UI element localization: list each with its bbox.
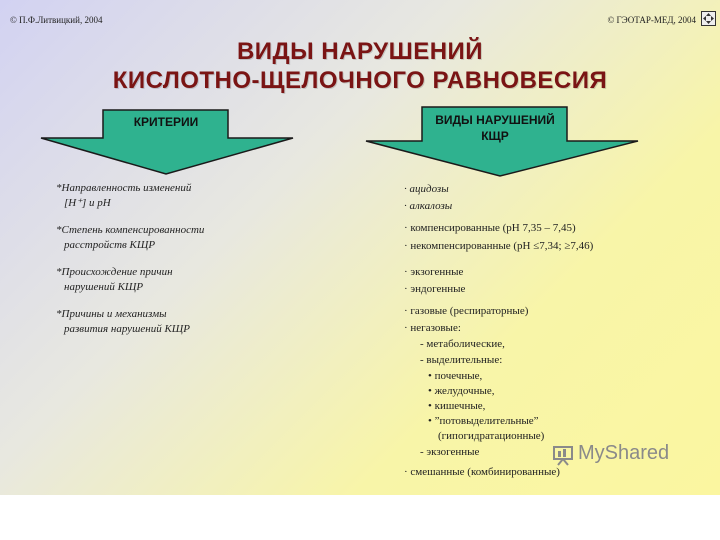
watermark [552,442,702,468]
copyright-right: © ГЭОТАР-МЕД, 2004 [607,15,696,25]
type-compensated: · компенсированные (pH 7,35 – 7,45) [404,222,576,234]
type-non-gas: · негазовые: [404,322,461,334]
type-intestinal: • кишечные, [428,400,486,412]
type-hypohydration: (гипогидратационные) [438,430,545,442]
type-decompensated: · некомпенсированные (pH ≤7,34; ≥7,46) [404,240,594,252]
criterion-item: *Причины и механизмы развития нарушений КЩР [56,308,190,335]
criterion-item: *Степень компенсированности расстройств КЩР [56,224,205,251]
criterion-item: *Направленность изменений [H⁺] и pH [56,182,192,209]
type-endogenous: · эндогенные [404,283,466,295]
criteria-label: КРИТЕРИИ [133,115,199,129]
types-label-line1: ВИДЫ НАРУШЕНИЙ [435,113,555,127]
type-exogenous-2: - экзогенные [420,446,480,458]
presentation-icon [552,444,574,466]
copyright-left: © П.Ф.Литвицкий, 2004 [10,15,103,25]
type-alkaloses: · алкалозы [404,200,453,212]
types-label-line2: КЩР [481,129,509,143]
watermark-text: MyShared [578,442,670,464]
type-excretory: - выделительные: [420,354,503,366]
type-sweat: • ”потовыделительные” [428,415,539,427]
nav-arrows-icon[interactable] [701,11,716,26]
type-mixed: · смешанные (комбинированные) [404,466,560,478]
type-acidoses: · ацидозы [404,183,449,195]
criterion-item: *Происхождение причин нарушений КЩР [56,266,173,293]
type-metabolic: - метаболические, [420,338,505,350]
slide-title-line2: КИСЛОТНО-ЩЕЛОЧНОГО РАВНОВЕСИЯ [112,67,608,94]
type-gastric: • желудочные, [428,385,495,397]
type-renal: • почечные, [428,370,483,382]
type-exogenous: · экзогенные [404,266,464,278]
slide-title-line1: ВИДЫ НАРУШЕНИЙ [236,38,484,65]
type-gas: · газовые (респираторные) [404,305,529,317]
